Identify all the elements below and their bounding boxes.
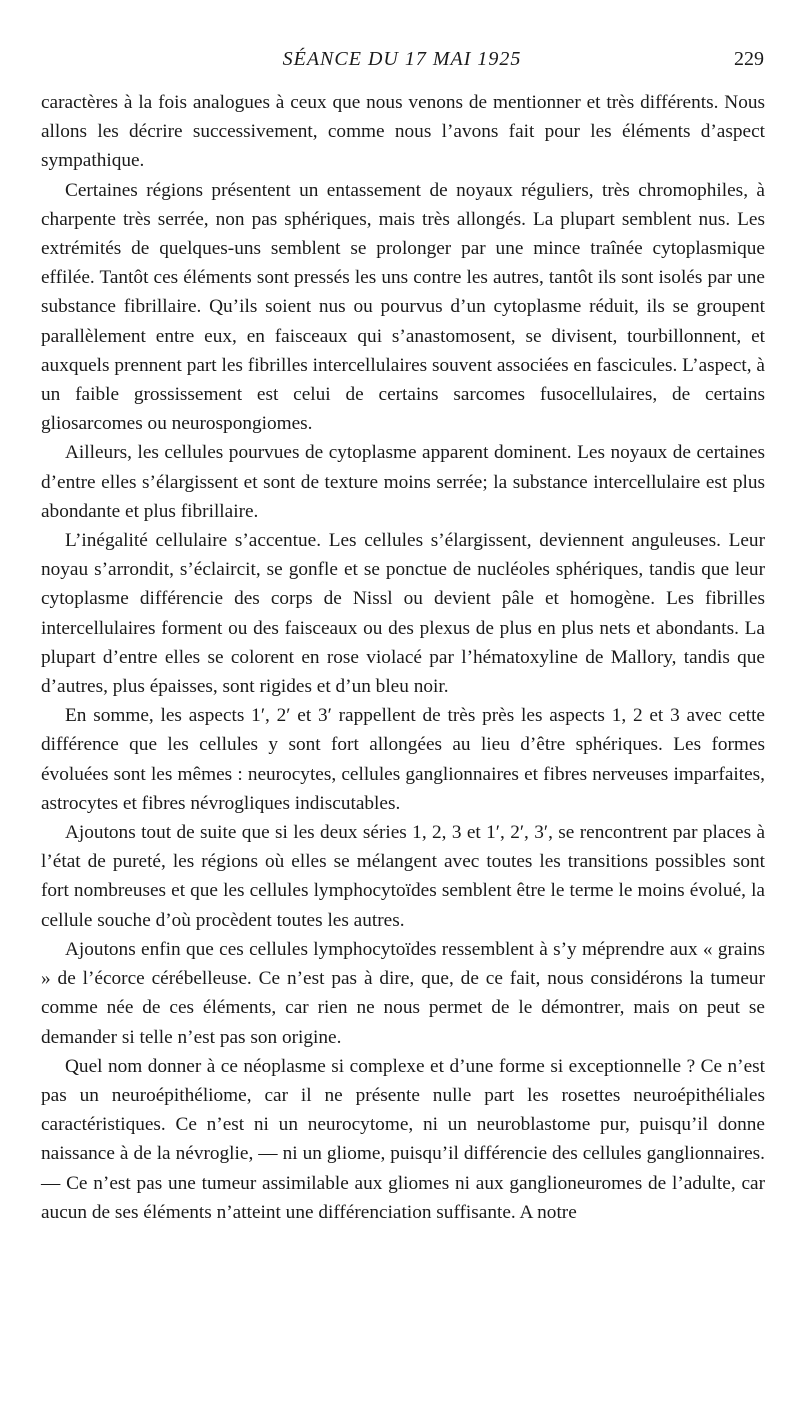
- page-number: 229: [734, 48, 764, 70]
- paragraph: caractères à la fois analogues à ceux que nous venons de mentionner et très différents. Nous allons les décrire successivement, comme nous l’avons fait pour les éléments d’aspect sympathique.: [41, 92, 765, 172]
- running-header: [40, 48, 764, 78]
- paragraph: Ajoutons enfin que ces cellules lymphocytoïdes ressemblent à s’y méprendre aux « grains » de l’écorce cérébelleuse. Ce n’est pas à dire, que, de ce fait, nous considérons la tumeur comme née de ces éléments, car rien ne nous permet de le démontrer, mais on peut se demander si telle n’est pas son origine.: [41, 938, 765, 1048]
- paragraph: Ailleurs, les cellules pourvues de cytoplasme apparent dominent. Les noyaux de certaines d’entre elles s’élargissent et sont de texture moins serrée; la substance intercellulaire est plus abondante et plus fibrillaire.: [41, 442, 765, 522]
- paragraph: L’inégalité cellulaire s’accentue. Les cellules s’élargissent, deviennent anguleuses. Leur noyau s’arrondit, s’éclaircit, se gonfle et se ponctue de nucléoles sphériques, tandis que leur cytoplasme différencie des corps de Nissl ou devient pâle et homogène. Les fibrilles intercellulaires forment ou des faisceaux ou des plexus de plus en plus nets et abondants. La plupart d’entre elles se colorent en rose violacé par l’hématoxyline de Mallory, tandis que d’autres, plus épaisses, sont rigides et d’un bleu noir.: [41, 530, 765, 698]
- paragraph: Ajoutons tout de suite que si les deux séries 1, 2, 3 et 1′, 2′, 3′, se rencontrent par places à l’état de pureté, les régions où elles se mélangent avec toutes les transitions possibles sont fort nombreuses et que les cellules lymphocytoïdes semblent être le terme le moins évolué, la cellule souche d’où procèdent toutes les autres.: [41, 822, 765, 931]
- running-title: SÉANCE DU 17 MAI 1925: [282, 48, 522, 70]
- body-text: [41, 88, 765, 1227]
- paragraph: En somme, les aspects 1′, 2′ et 3′ rappellent de très près les aspects 1, 2 et 3 avec cette différence que les cellules y sont fort allongées au lieu d’être sphériques. Les formes évoluées sont les mêmes : neurocytes, cellules ganglionnaires et fibres nerveuses imparfaites, astrocytes et fibres névrogliques indiscutables.: [41, 705, 765, 814]
- paragraph: Certaines régions présentent un entassement de noyaux réguliers, très chromophiles, à charpente très serrée, non pas sphériques, mais très allongés. La plupart semblent nus. Les extrémités de quelques-uns semblent se prolonger par une mince traînée cytoplasmique effilée. Tantôt ces éléments sont pressés les uns contre les autres, tantôt ils sont isolés par une substance fibrillaire. Qu’ils soient nus ou pourvus d’un cytoplasme réduit, ils se groupent parallèlement entre eux, en faisceaux qui s’anastomosent, se divisent, tourbillonnent, et auxquels prennent part les fibrilles intercellulaires souvent associées en fascicules. L’aspect, à un faible grossissement est celui de certains sarcomes fusocellulaires, de certains gliosarcomes ou neurospongiomes.: [41, 179, 765, 435]
- paragraph: Quel nom donner à ce néoplasme si complexe et d’une forme si exceptionnelle ? Ce n’est pas un neuroépithéliome, car il ne présente nulle part les rosettes neuroépithéliales caractéristiques. Ce n’est ni un neurocytome, ni un neuroblastome pur, puisqu’il donne naissance à de la névroglie, — ni un gliome, puisqu’il différencie des cellules ganglionnaires.— Ce n’est pas une tumeur assimilable aux gliomes ni aux ganglioneuromes de l’adulte, car aucun de ses éléments n’atteint une différenciation suffisante. A notre: [41, 1055, 765, 1223]
